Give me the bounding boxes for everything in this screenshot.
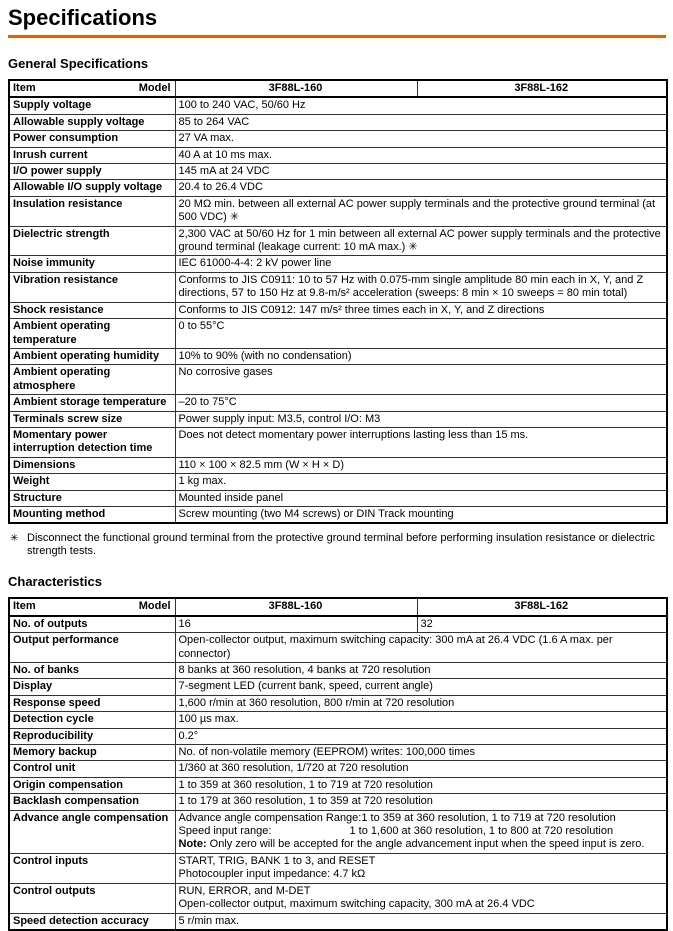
spec-value: 0.2° [175, 728, 667, 744]
spec-value: 2,300 VAC at 50/60 Hz for 1 min between all external AC power supply terminals and the protective ground terminal (leakage current: 10 mA max.) ✳ [175, 226, 667, 256]
table-row [9, 427, 667, 457]
inline-sub-label: Speed input range: [178, 825, 272, 838]
spec-value: –20 to 75°C [175, 395, 667, 411]
table-row [9, 319, 667, 349]
spec-value: Power supply input: M3.5, control I/O: M3 [175, 411, 667, 427]
spec-item-label: Supply voltage [9, 97, 175, 114]
spec-value-line [179, 838, 663, 851]
spec-value: 1 to 179 at 360 resolution, 1 to 359 at 720 resolution [175, 794, 667, 810]
table-header-row [9, 80, 667, 97]
spec-item-label: Noise immunity [9, 256, 175, 272]
spec-item-label: No. of banks [9, 663, 175, 679]
note-text: Only zero will be accepted for the angle advancement input when the speed input is zero. [206, 838, 645, 851]
spec-item-label: Control unit [9, 761, 175, 777]
spec-value [175, 810, 667, 853]
header-model-160: 3F88L-160 [175, 598, 417, 615]
header-model-162: 3F88L-162 [417, 80, 667, 97]
spec-value: 40 A at 10 ms max. [175, 147, 667, 163]
spec-item-label: Ambient storage temperature [9, 395, 175, 411]
table-row [9, 196, 667, 226]
spec-value: 0 to 55°C [175, 319, 667, 349]
spec-value: No corrosive gases [175, 365, 667, 395]
spec-item-label: Mounting method [9, 506, 175, 523]
spec-item-label: No. of outputs [9, 616, 175, 633]
spec-value-line: START, TRIG, BANK 1 to 3, and RESET [178, 854, 376, 867]
spec-item-label: Memory backup [9, 745, 175, 761]
spec-item-label: Detection cycle [9, 712, 175, 728]
spec-item-label: Insulation resistance [9, 196, 175, 226]
footnote [10, 532, 666, 558]
spec-item-label: Ambient operating atmosphere [9, 365, 175, 395]
spec-value: 32 [417, 616, 667, 633]
table-row [9, 180, 667, 196]
table-row [9, 853, 667, 883]
spec-item-label: Structure [9, 490, 175, 506]
table-row [9, 131, 667, 147]
spec-item-label: Weight [9, 474, 175, 490]
header-model-162: 3F88L-162 [417, 598, 667, 615]
header-item-model-cell [9, 80, 175, 97]
spec-value: 16 [175, 616, 417, 633]
header-item-label: Item [13, 600, 36, 613]
table-row [9, 695, 667, 711]
spec-item-label: Shock resistance [9, 302, 175, 318]
spec-value: 110 × 100 × 82.5 mm (W × H × D) [175, 457, 667, 473]
table-row [9, 810, 667, 853]
table-row [9, 913, 667, 930]
spec-value: 1/360 at 360 resolution, 1/720 at 720 resolution [175, 761, 667, 777]
spec-value: 5 r/min max. [175, 913, 667, 930]
spec-value: 1,600 r/min at 360 resolution, 800 r/min at 720 resolution [175, 695, 667, 711]
spec-item-label: Dimensions [9, 457, 175, 473]
spec-item-label: Dielectric strength [9, 226, 175, 256]
table-header-row [9, 598, 667, 615]
spec-value-line: Open-collector output, maximum switching capacity, 300 mA at 26.4 VDC [178, 898, 535, 911]
table-row [9, 883, 667, 913]
spec-item-label: Momentary power interruption detection time [9, 427, 175, 457]
note-label: Note: [178, 838, 207, 851]
spec-value: No. of non-volatile memory (EEPROM) writes: 100,000 times [175, 745, 667, 761]
table-row [9, 745, 667, 761]
table-row [9, 256, 667, 272]
table-row [9, 712, 667, 728]
spec-value: Conforms to JIS C0912: 147 m/s² three times each in X, Y, and Z directions [175, 302, 667, 318]
spec-item-label: Ambient operating temperature [9, 319, 175, 349]
spec-value: 85 to 264 VAC [175, 114, 667, 130]
spec-value: 27 VA max. [175, 131, 667, 147]
spec-value-line [179, 825, 663, 838]
spec-item-label: Response speed [9, 695, 175, 711]
spec-item-label: Allowable supply voltage [9, 114, 175, 130]
spec-value: Open-collector output, maximum switching capacity: 300 mA at 26.4 VDC (1.6 A max. per connector) [175, 633, 667, 663]
table-row [9, 794, 667, 810]
header-item-model-cell [9, 598, 175, 615]
section-heading-general: General Specifications [8, 56, 149, 71]
spec-item-label: Power consumption [9, 131, 175, 147]
spec-item-label: Display [9, 679, 175, 695]
spec-item-label: Origin compensation [9, 777, 175, 793]
spec-item-label: Reproducibility [9, 728, 175, 744]
table-row [9, 777, 667, 793]
header-model-label: Model [138, 600, 171, 613]
table-row [9, 633, 667, 663]
spec-value: 1 kg max. [175, 474, 667, 490]
spec-value: 7-segment LED (current bank, speed, current angle) [175, 679, 667, 695]
table-row [9, 728, 667, 744]
table-row [9, 97, 667, 114]
spec-value: Does not detect momentary power interruptions lasting less than 15 ms. [175, 427, 667, 457]
footnote-text: Disconnect the functional ground terminal from the protective ground terminal before performing insulation resistance or dielectric strength tests. [27, 532, 655, 558]
general-specifications-table [8, 79, 668, 524]
spec-value-line: Advance angle compensation Range:1 to 359 at 360 resolution, 1 to 719 at 720 resolution [178, 811, 616, 824]
spec-value: 20.4 to 26.4 VDC [175, 180, 667, 196]
title-accent-rule [8, 35, 666, 38]
spec-value: Conforms to JIS C0911: 10 to 57 Hz with 0.075-mm single amplitude 80 min each in X, Y, and Z directions, 57 to 150 Hz at 9.8-m/s² acceleration (sweeps: 8 min × 10 sweeps = 80 min total) [175, 272, 667, 302]
table-row [9, 616, 667, 633]
header-item-label: Item [13, 82, 36, 94]
footnote-marker: ✳ [10, 533, 19, 545]
table-row [9, 679, 667, 695]
page-title: Specifications [8, 5, 158, 30]
spec-value-line: Photocoupler input impedance: 4.7 kΩ [178, 868, 366, 881]
spec-value [175, 883, 667, 913]
spec-item-label: I/O power supply [9, 164, 175, 180]
spec-value: IEC 61000-4-4: 2 kV power line [175, 256, 667, 272]
spec-item-label: Speed detection accuracy [9, 913, 175, 930]
table-row [9, 506, 667, 523]
spec-item-label: Advance angle compensation [9, 810, 175, 853]
table-row [9, 226, 667, 256]
table-row [9, 348, 667, 364]
table-row [9, 457, 667, 473]
spec-item-label: Control inputs [9, 853, 175, 883]
table-row [9, 761, 667, 777]
inline-sub-value: 1 to 1,600 at 360 resolution, 1 to 800 at 720 resolution [349, 825, 614, 838]
table-row [9, 164, 667, 180]
spec-value-line: RUN, ERROR, and M-DET [178, 884, 311, 897]
spec-item-label: Output performance [9, 633, 175, 663]
table-row [9, 302, 667, 318]
table-row [9, 663, 667, 679]
table-row [9, 114, 667, 130]
table-row [9, 411, 667, 427]
table-row [9, 365, 667, 395]
spec-value: Screw mounting (two M4 screws) or DIN Track mounting [175, 506, 667, 523]
section-heading-characteristics: Characteristics [8, 574, 102, 590]
spec-item-label: Allowable I/O supply voltage [9, 180, 175, 196]
spec-item-label: Ambient operating humidity [9, 348, 175, 364]
spec-value: 10% to 90% (with no condensation) [175, 348, 667, 364]
spec-item-label: Inrush current [9, 147, 175, 163]
spec-item-label: Terminals screw size [9, 411, 175, 427]
spec-value: 8 banks at 360 resolution, 4 banks at 720 resolution [175, 663, 667, 679]
spec-value: 145 mA at 24 VDC [175, 164, 667, 180]
spec-item-label: Control outputs [9, 883, 175, 913]
spec-value: 100 to 240 VAC, 50/60 Hz [175, 97, 667, 114]
spec-value [175, 853, 667, 883]
table-row [9, 147, 667, 163]
header-model-160: 3F88L-160 [175, 80, 417, 97]
header-model-label: Model [138, 82, 171, 94]
spec-item-label: Backlash compensation [9, 794, 175, 810]
spec-value: 100 µs max. [175, 712, 667, 728]
spec-value: 20 MΩ min. between all external AC power supply terminals and the protective ground terminal (at 500 VDC) ✳ [175, 196, 667, 226]
table-row [9, 272, 667, 302]
spec-value: 1 to 359 at 360 resolution, 1 to 719 at 720 resolution [175, 777, 667, 793]
spec-value: Mounted inside panel [175, 490, 667, 506]
spec-item-label: Vibration resistance [9, 272, 175, 302]
table-row [9, 395, 667, 411]
table-row [9, 490, 667, 506]
table-row [9, 474, 667, 490]
characteristics-table [8, 597, 668, 931]
